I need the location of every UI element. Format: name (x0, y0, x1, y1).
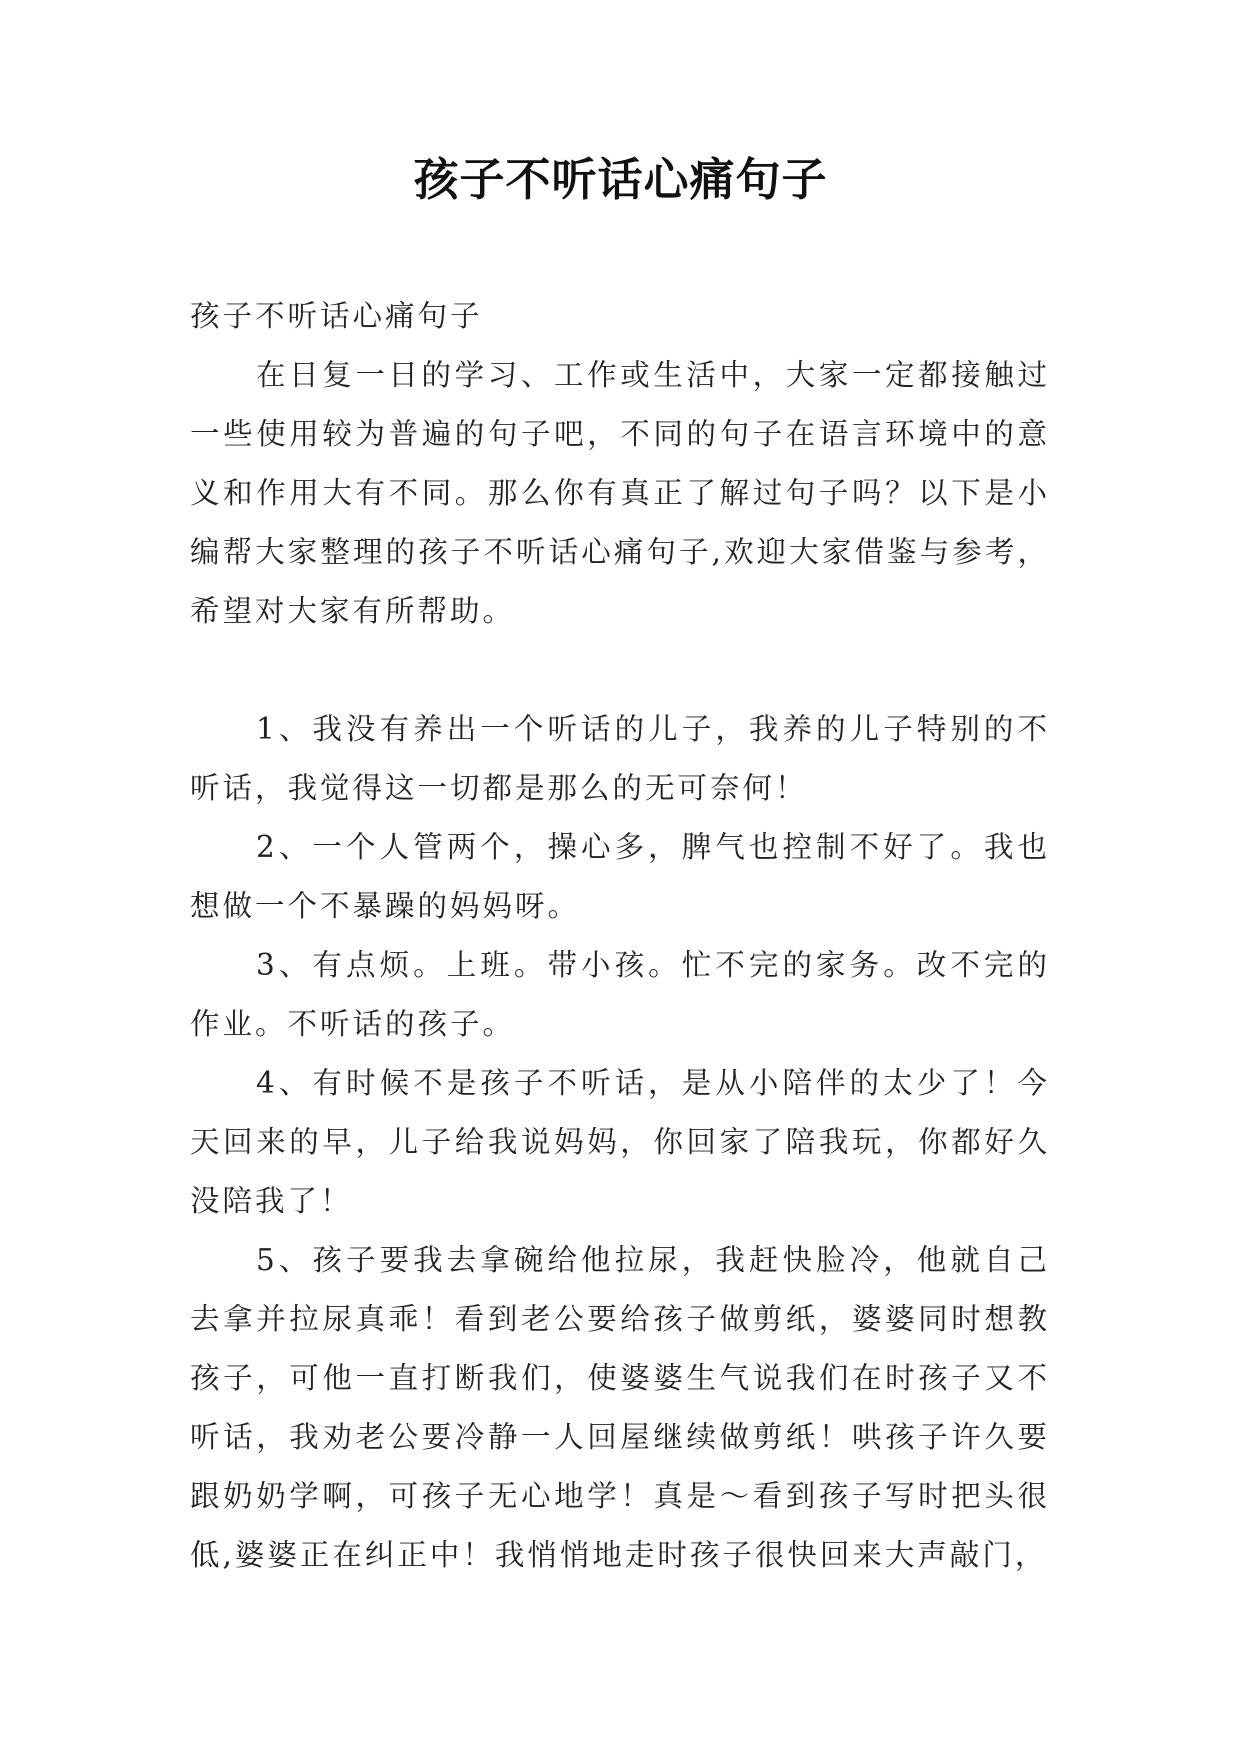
document-body (190, 287, 1050, 1585)
document-title: 孩子不听话心痛句子 (413, 153, 828, 206)
list-item: 3、有点烦。上班。带小孩。忙不完的家务。改不完的作业。不听话的孩子。 (190, 948, 1050, 1041)
list-item: 4、有时候不是孩子不听话，是从小陪伴的太少了！今天回来的早，儿子给我说妈妈，你回家了陪我玩，你都好久没陪我了！ (190, 1066, 1050, 1218)
list-item: 5、孩子要我去拿碗给他拉尿，我赶快脸冷，他就自己去拿并拉尿真乖！看到老公要给孩子做剪纸，婆婆同时想教孩子，可他一直打断我们，使婆婆生气说我们在时孩子又不听话，我劝老公要冷静一人回屋继续做剪纸！哄孩子许久要跟奶奶学啊，可孩子无心地学！真是～看到孩子写时把头很低,婆婆正在纠正中！我悄悄地走时孩子很快回来大声敲门， (190, 1243, 1050, 1572)
list-item: 2、一个人管两个，操心多，脾气也控制不好了。我也想做一个不暴躁的妈妈呀。 (190, 830, 1050, 923)
intro-paragraph: 在日复一日的学习、工作或生活中，大家一定都接触过一些使用较为普遍的句子吧，不同的句子在语言环境中的意义和作用大有不同。那么你有真正了解过句子吗？以下是小编帮大家整理的孩子不听话心痛句子,欢迎大家借鉴与参考，希望对大家有所帮助。 (190, 358, 1050, 628)
paragraph-spacer (190, 641, 1050, 700)
document-subtitle: 孩子不听话心痛句子 (190, 299, 483, 333)
list-item: 1、我没有养出一个听话的儿子，我养的儿子特别的不听话，我觉得这一切都是那么的无可奈何！ (190, 712, 1050, 805)
